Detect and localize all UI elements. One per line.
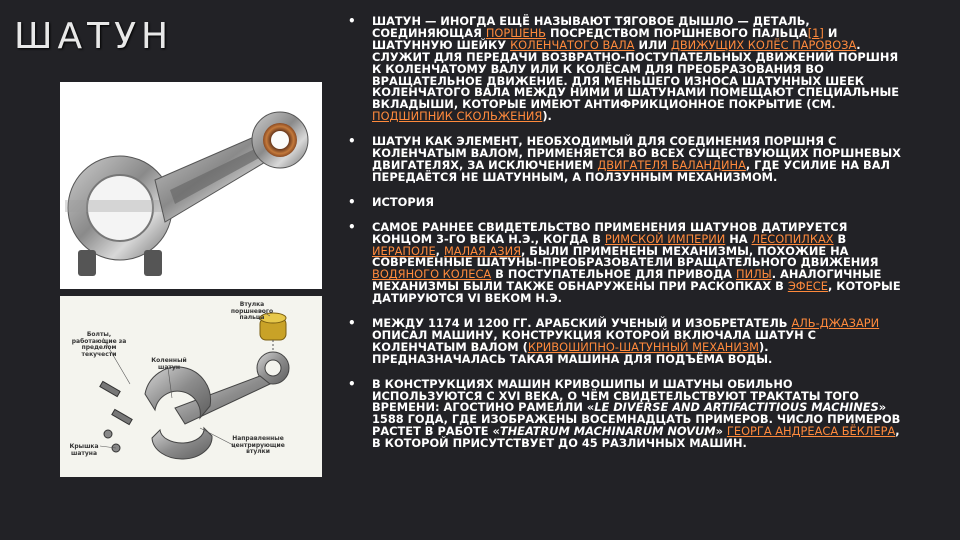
bullet-history-rome: • САМОЕ РАННЕЕ СВИДЕТЕЛЬСТВО ПРИМЕНЕНИЯ ШАТУНОВ ДАТИРУЕТСЯ КОНЦОМ 3-ГО ВЕКА Н.Э., КОГДА В РИМСКОЙ ИМПЕРИИ НА ЛЕСОПИЛКАХ В ИЕРАПОЛЕ, МАЛАЯ АЗИЯ, БЫЛИ ПРИМЕНЕНЫ МЕХАНИЗМЫ, ПОХОЖИЕ НА СОВРЕМЕННЫЕ ШАТУНЫ-ПРЕОБРАЗОВАТЕЛИ ВРАЩАТЕЛЬНОГО ДВИЖЕНИЯ ВОДЯНОГО КОЛЕСА В ПОСТУПАТЕЛЬНОЕ ДЛЯ ПРИВОДА ПИЛЫ. АНАЛОГИЧНЫЕ МЕХАНИЗМЫ БЫЛИ ТАКЖЕ ОБНАРУЖЕНЫ ПРИ РАСКОПКАХ В ЭФЕСЕ, КОТОРЫЕ ДАТИРУЮТСЯ VI ВЕКОМ Н.Э. — [348, 219, 901, 306]
link-footnote-1[interactable]: [1] — [807, 25, 824, 40]
link-roman-empire[interactable]: РИМСКОЙ ИМПЕРИИ — [604, 231, 726, 246]
link-saw[interactable]: ПИЛЫ — [736, 267, 772, 282]
bullet-history-16th-century: • В КОНСТРУКЦИЯХ МАШИН КРИВОШИПЫ И ШАТУНЫ ОБИЛЬНО ИСПОЛЬЗУЮТСЯ С XVI ВЕКА, О ЧЁМ СВИДЕТЕЛЬСТВУЮТ ТРАКТАТЫ ТОГО ВРЕМЕНИ: АГОСТИНО РАМЕЛЛИ «LE DIVERSE AND ARTIFACTITIOUS MACHINES» 1588 ГОДА, ГДЕ ИЗОБРАЖЕНЫ ВОСЕМНАДЦАТЬ ПРИМЕРОВ. ЧИСЛО ПРИМЕРОВ РАСТЕТ В РАБОТЕ «THEATRUM MACHINARUM NOVUM» ГЕОРГА АНДРЕАСА БЁКЛЕРА, В КОТОРОЙ ПРИСУТСТВУЕТ ДО 45 РАЗЛИЧНЫХ МАШИН. — [348, 376, 901, 451]
bullet-list — [346, 16, 902, 463]
label-dowels: Направленные центрирующие втулки — [231, 435, 285, 455]
link-al-jazari[interactable]: АЛЬ-ДЖАЗАРИ — [791, 316, 880, 331]
link-sawmills[interactable]: ЛЕСОПИЛКАХ — [751, 231, 834, 246]
link-hierapolis[interactable]: ИЕРАПОЛЕ — [372, 243, 436, 258]
link-asia-minor[interactable]: МАЛАЯ АЗИЯ — [443, 243, 522, 258]
bullet-definition: • ШАТУН — ИНОГДА ЕЩЁ НАЗЫВАЮТ ТЯГОВОЕ ДЫШЛО — ДЕТАЛЬ, СОЕДИНЯЮЩАЯ ПОРШЕНЬ ПОСРЕДСТВОМ ПОРШНЕВОГО ПАЛЬЦА[1] И ШАТУННУЮ ШЕЙКУ КОЛЕНЧАТОГО ВАЛА ИЛИ ДВИЖУЩИХ КОЛЁС ПАРОВОЗА. СЛУЖИТ ДЛЯ ПЕРЕДАЧИ ВОЗВРАТНО-ПОСТУПАТЕЛЬНЫХ ДВИЖЕНИЙ ПОРШНЯ К КОЛЕНЧАТОМУ ВАЛУ ИЛИ К КОЛЁСАМ ДЛЯ ПРЕОБРАЗОВАНИЯ ВО ВРАЩАТЕЛЬНОЕ ДВИЖЕНИЕ. ДЛЯ МЕНЬШЕГО ИЗНОСА ШАТУННЫХ ШЕЕК КОЛЕНЧАТОГО ВАЛА МЕЖДУ НИМИ И ШАТУНАМИ ПОМЕЩАЮТ СПЕЦИАЛЬНЫЕ ВКЛАДЫШИ, КОТОРЫЕ ИМЕЮТ АНТИФРИКЦИОННОЕ ПОКРЫТИЕ (СМ. ПОДШИПНИК СКОЛЬЖЕНИЯ). — [348, 14, 900, 124]
bullet-history-heading: • ИСТОРИЯ — [348, 194, 434, 209]
link-porshen[interactable]: ПОРШЕНЬ — [485, 25, 547, 40]
link-water-wheel[interactable]: ВОДЯНОГО КОЛЕСА — [372, 267, 492, 282]
label-cap: Крышка шатуна — [69, 443, 99, 457]
connecting-rod-diagram — [60, 296, 322, 477]
link-balandin-engine[interactable]: ДВИГАТЕЛЯ БАЛАНДИНА — [597, 157, 746, 172]
slide-title: ШАТУН — [14, 16, 174, 57]
link-crankshaft[interactable]: КОЛЕНЧАТОГО ВАЛА — [510, 37, 635, 52]
link-locomotive-wheels[interactable]: ДВИЖУЩИХ КОЛЁС ПАРОВОЗА — [670, 37, 857, 52]
link-ephesus[interactable]: ЭФЕСЕ — [787, 279, 828, 294]
label-bolts: Болты, работающие за пределом текучести — [71, 331, 127, 358]
connecting-rod-photo — [60, 82, 322, 289]
link-crank-mechanism[interactable]: КРИВОШИПНО-ШАТУННЫЙ МЕХАНИЗМ — [527, 339, 760, 354]
label-bushing: Втулка поршневого пальца — [230, 301, 274, 321]
bullet-usage: • ШАТУН КАК ЭЛЕМЕНТ, НЕОБХОДИМЫЙ ДЛЯ СОЕДИНЕНИЯ ПОРШНЯ С КОЛЕНЧАТЫМ ВАЛОМ, ПРИМЕНЯЕТСЯ ВО ВСЕХ СУЩЕСТВУЮЩИХ ПОРШНЕВЫХ ДВИГАТЕЛЯХ, ЗА ИСКЛЮЧЕНИЕМ ДВИГАТЕЛЯ БАЛАНДИНА, ГДЕ УСИЛИЕ НА ВАЛ ПЕРЕДАЁТСЯ НЕ ШАТУННЫМ, А ПОЛЗУННЫМ МЕХАНИЗМОМ. — [348, 134, 901, 184]
link-georg-boeckler[interactable]: ГЕОРГА АНДРЕАСА БЁКЛЕРА — [726, 424, 896, 439]
bullet-history-jazari: • МЕЖДУ 1174 И 1200 ГГ. АРАБСКИЙ УЧЕНЫЙ И ИЗОБРЕТАТЕЛЬ АЛЬ-ДЖАЗАРИ ОПИСАЛ МАШИНУ, КОНСТРУКЦИЯ КОТОРОЙ ВКЛЮЧАЛА ШАТУН С КОЛЕНЧАТЫМ ВАЛОМ (КРИВОШИПНО-ШАТУННЫЙ МЕХАНИЗМ). ПРЕДНАЗНАЧАЛАСЬ ТАКАЯ МАШИНА ДЛЯ ПОДЪЁМА ВОДЫ. — [348, 316, 880, 366]
link-plain-bearing[interactable]: ПОДШИПНИК СКОЛЬЖЕНИЯ — [372, 109, 543, 124]
label-rod: Коленный шатун — [151, 357, 187, 371]
